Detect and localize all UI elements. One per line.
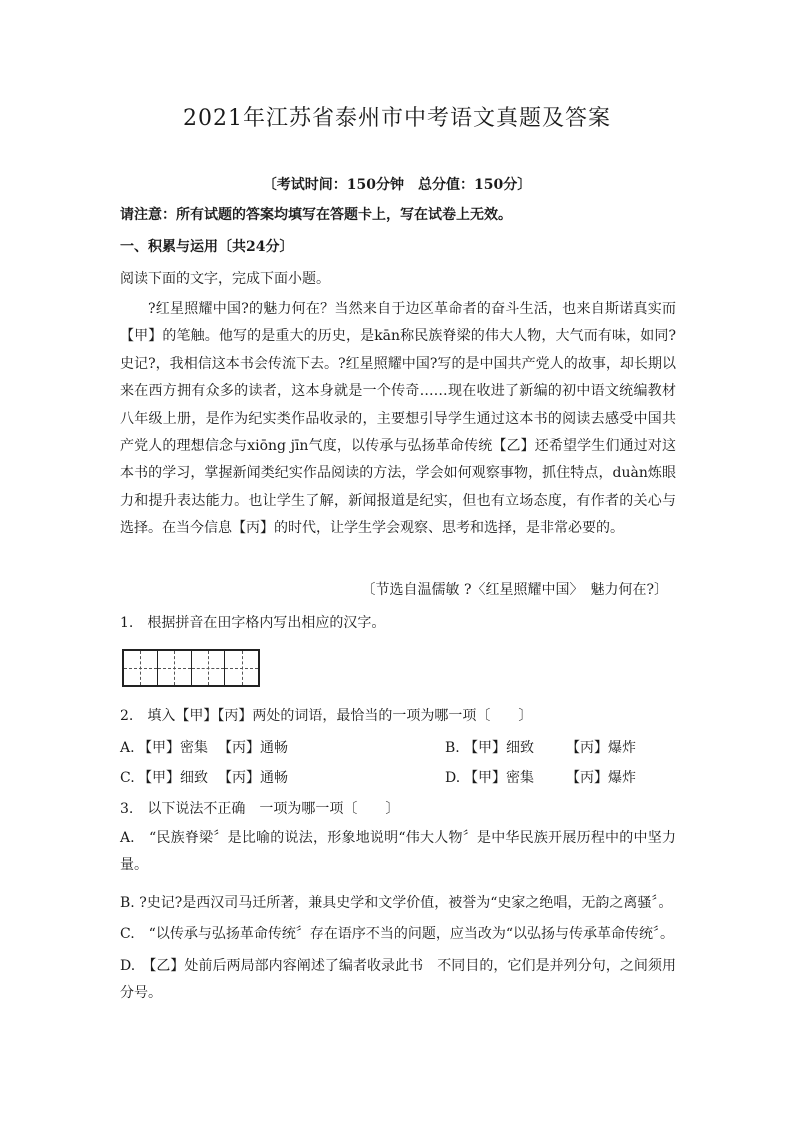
tianzige-grid[interactable] [122,649,260,687]
q2-option-c-jia: 【甲】细致 [138,770,208,786]
tianzige-cell[interactable] [158,651,192,685]
q2-option-c-bing: 【丙】通畅 [218,770,288,786]
q2-option-c-label: C. [120,770,135,786]
q3-option-d: D. 【乙】处前后两局部内容阐述了编者收录此书 不同目的，它们是并列分句，之间须用分号。 [120,958,676,1002]
question-1: 1. 根据拼音在田字格内写出相应的汉字。 [120,615,386,631]
question-2: 2. 填入【甲】【丙】两处的词语，最恰当的一项为哪一项〔 〕 [120,708,533,724]
q2-option-a-jia: 【甲】密集 [138,740,208,756]
exam-info: 〔考试时间：150分钟 总分值：150分〕 [262,177,532,193]
q2-option-b-bing: 【丙】爆炸 [566,740,636,756]
tianzige-cell[interactable] [225,651,258,685]
passage-source: 〔节选自温儒敏 ?〈红星照耀中国〉 魅力何在?〕 [361,582,668,598]
q3-option-c: C. “以传承与弘扬革命传统〞存在语序不当的问题，应当改为“以弘扬与传承革命传统〞。 [120,926,674,942]
tianzige-cell[interactable] [192,651,226,685]
q2-option-b-label: B. [445,740,460,756]
reading-instruction: 阅读下面的文字，完成下面小题。 [120,271,330,287]
q2-option-a-label: A. [120,740,135,756]
q2-option-a-bing: 【丙】通畅 [218,740,288,756]
reading-passage: ?红星照耀中国?的魅力何在？当然来自于边区革命者的奋斗生活，也来自斯诺真实而【甲】的笔触。他写的是重大的历史，是kān称民族脊梁的伟大人物，大气而有味，如同?史记?，我相信这本书会传流下去。?红星照耀中国?写的是中国共产党人的故事，却长期以来在西方拥有众多的读者，这本身就是一个传奇……现在收进了新编的初中语文统编教材八年级上册，是作为纪实类作品收录的，主要想引导学生通过这本书的阅读去感受中国共产党人的理想信念与xiōng jīn气度，以传承与弘扬革命传统【乙】还希望学生们通过对这本书的学习，掌握新闻类纪实作品阅读的方法，学会如何观察事物，抓住特点，duàn炼眼力和提升表达能力。也让学生了解，新闻报道是纪实，但也有立场态度，有作者的关心与选择。在当今信息【丙】的时代，让学生学会观察、思考和选择，是非常必要的。 [120,301,676,537]
q3-option-a: A. “民族脊梁〞是比喻的说法，形象地说明“伟大人物〞是中华民族开展历程中的中坚力量。 [120,830,676,874]
document-title: 2021年江苏省泰州市中考语文真题及答案 [183,106,611,131]
q2-option-d-jia: 【甲】密集 [464,770,534,786]
notice: 请注意：所有试题的答案均填写在答题卡上，写在试卷上无效。 [120,207,512,223]
q3-option-b: B. ?史记?是西汉司马迁所著，兼具史学和文学价值，被誉为“史家之绝唱，无韵之离骚〞。 [120,895,673,911]
q2-option-d-bing: 【丙】爆炸 [566,770,636,786]
q2-option-b-jia: 【甲】细致 [464,740,534,756]
q2-option-d-label: D. [445,770,461,786]
section-heading: 一、积累与运用〔共24分〕 [120,239,294,255]
question-3: 3. 以下说法不正确 一项为哪一项〔 〕 [120,801,400,817]
tianzige-cell[interactable] [124,651,158,685]
